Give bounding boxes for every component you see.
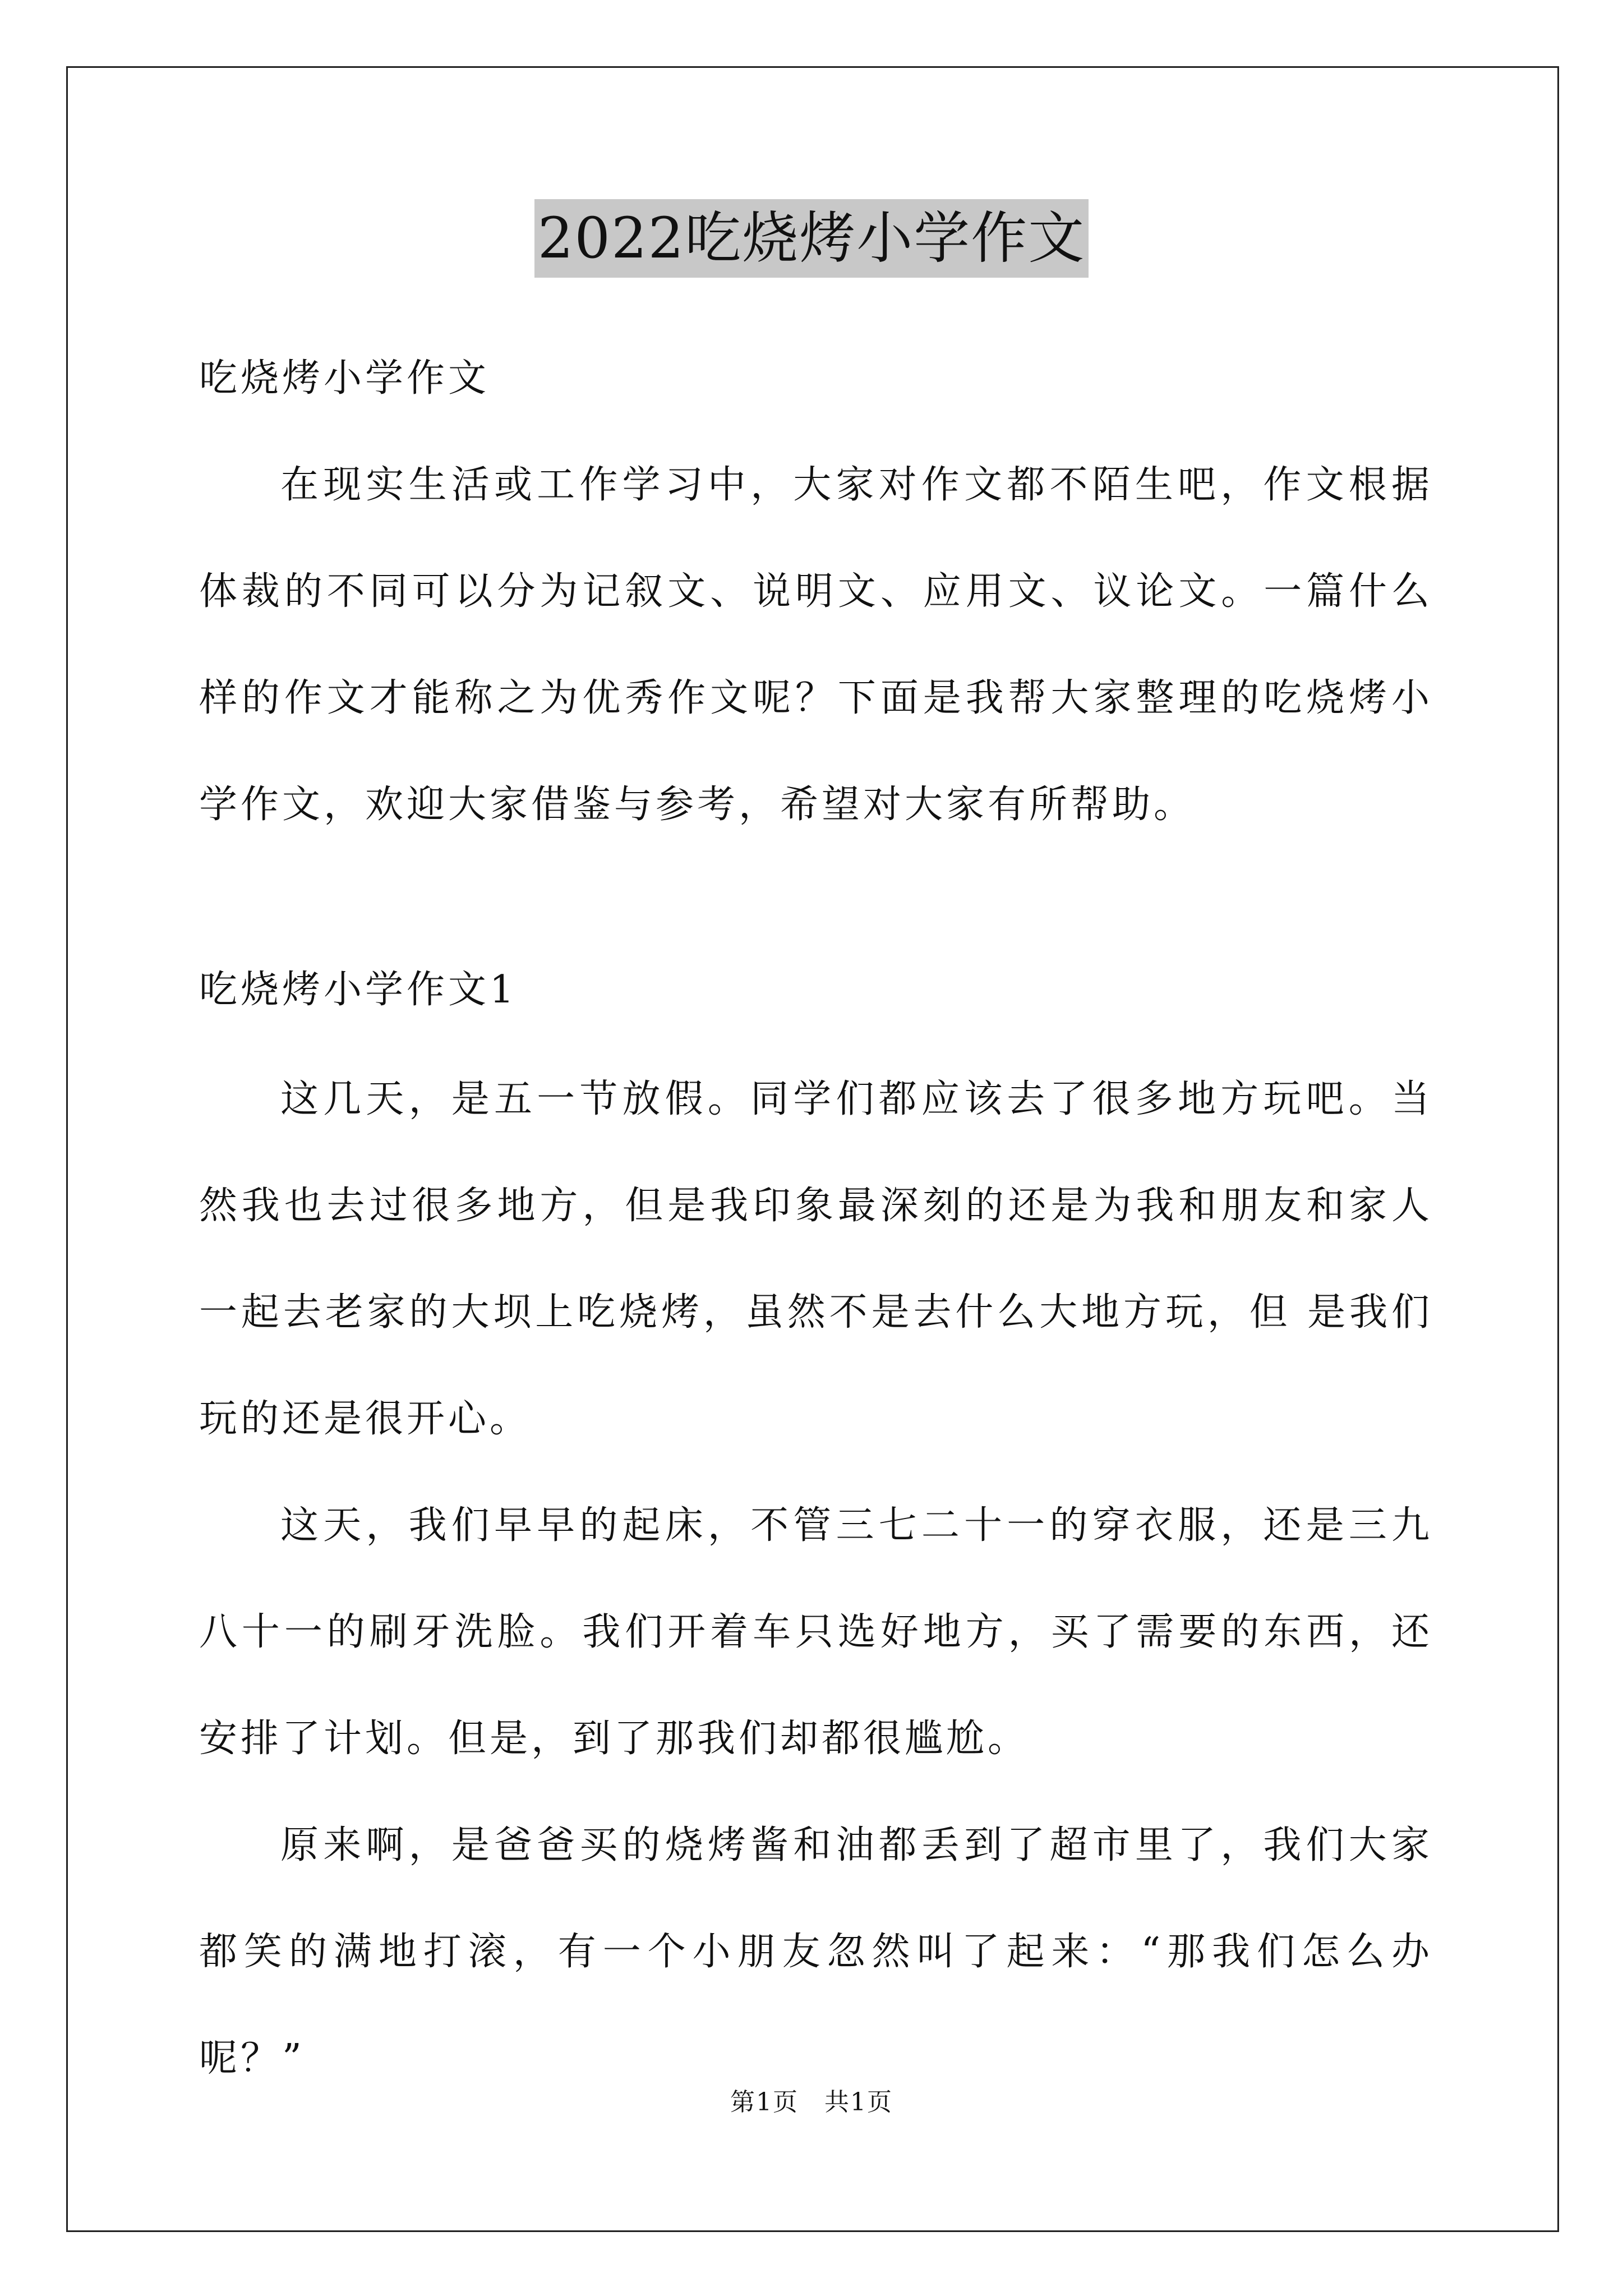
page-footer: 第1页 共1页 <box>730 2088 893 2116</box>
subtitle-heading: 吃烧烤小学作文 <box>199 356 490 401</box>
section-heading: 吃烧烤小学作文1 <box>199 968 518 1012</box>
body-paragraph-3: 原来啊，是爸爸买的烧烤酱和油都丢到了超市里了，我们大家都笑的满地打滚，有一个小朋友忽然叫了起来：“那我们怎么办呢？” <box>199 1823 1433 2081</box>
document-title: 2022吃烧烤小学作文 <box>534 199 1089 278</box>
body-paragraph-1: 这几天，是五一节放假。同学们都应该去了很多地方玩吧。当然我也去过很多地方，但是我印象最深刻的还是为我和朋友和家人一起去老家的大坝上吃烧烤，虽然不是去什么大地方玩，但 是我们玩的还是很开心。 <box>199 1077 1433 1441</box>
body-paragraph-2: 这天，我们早早的起床，不管三七二十一的穿衣服，还是三九八十一的刷牙洗脸。我们开着车只选好地方，买了需要的东西，还安排了计划。但是，到了那我们却都很尴尬。 <box>199 1503 1433 1761</box>
intro-paragraph: 在现实生活或工作学习中，大家对作文都不陌生吧，作文根据体裁的不同可以分为记叙文、说明文、应用文、议论文。一篇什么样的作文才能称之为优秀作文呢？下面是我帮大家整理的吃烧烤小学作文，欢迎大家借鉴与参考，希望对大家有所帮助。 <box>199 463 1433 827</box>
document-body <box>199 342 1433 2112</box>
title-container <box>0 199 1623 278</box>
